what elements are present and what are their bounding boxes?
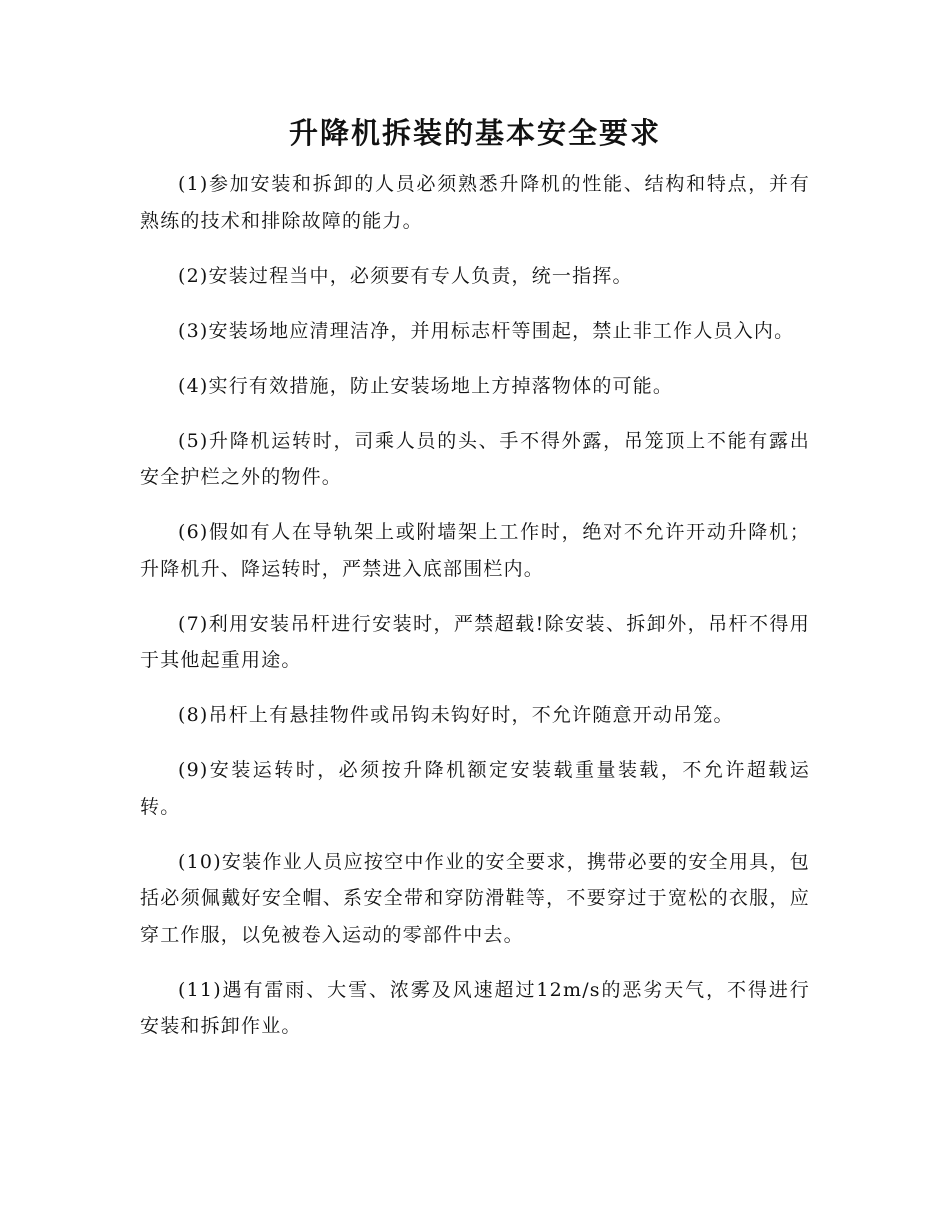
paragraph-1: (1)参加安装和拆卸的人员必须熟悉升降机的性能、结构和特点，并有熟练的技术和排除故障的能力。	[140, 173, 810, 232]
paragraph-8: (8)吊杆上有悬挂物件或吊钩未钩好时，不允许随意开动吊笼。	[178, 704, 734, 726]
paragraph-3: (3)安装场地应清理洁净，并用标志杆等围起，禁止非工作人员入内。	[178, 319, 795, 342]
paragraph-11: (11)遇有雷雨、大雪、浓雾及风速超过12m/s的恶劣天气，不得进行安装和拆卸作业。	[140, 978, 810, 1037]
paragraph-9: (9)安装运转时，必须按升降机额定安装载重量装载，不允许超载运转。	[140, 759, 810, 818]
paragraph-2: (2)安装过程当中，必须要有专人负责，统一指挥。	[178, 264, 633, 287]
paragraph-6: (6)假如有人在导轨架上或附墙架上工作时，绝对不允许开动升降机；升降机升、降运转时，严禁进入底部围栏内。	[140, 521, 810, 580]
document-title: 升降机拆装的基本安全要求	[288, 116, 661, 150]
paragraph-7: (7)利用安装吊杆进行安装时，严禁超载!除安装、拆卸外，吊杆不得用于其他起重用途。	[140, 612, 810, 671]
paragraph-5: (5)升降机运转时，司乘人员的头、手不得外露，吊笼顶上不能有露出安全护栏之外的物件。	[140, 429, 810, 488]
document-body	[140, 166, 810, 1063]
paragraph-4: (4)实行有效措施，防止安装场地上方掉落物体的可能。	[178, 374, 674, 397]
paragraph-10: (10)安装作业人员应按空中作业的安全要求，携带必要的安全用具，包括必须佩戴好安全帽、系安全带和穿防滑鞋等，不要穿过于宽松的衣服，应穿工作服，以免被卷入运动的零部件中去。	[140, 850, 810, 946]
